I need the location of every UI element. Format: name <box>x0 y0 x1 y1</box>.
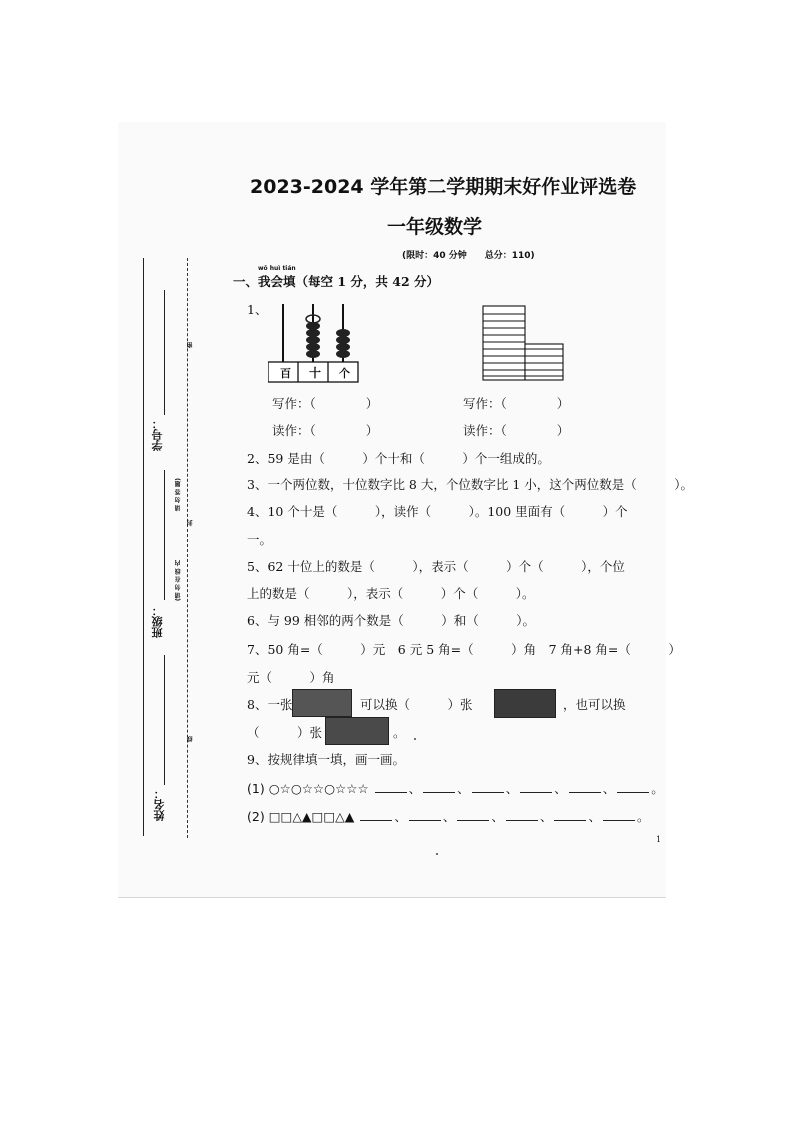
question-2: 2、59 是由（ ）个十和（ ）个一组成的。 <box>247 451 550 466</box>
abacus-label-hundreds: 百 <box>280 367 291 380</box>
class-label: 班级： <box>151 605 164 638</box>
question-8-suffix: ，也可以换 <box>563 697 626 712</box>
q1-write-right[interactable]: 写作：（ ） <box>463 396 570 411</box>
question-8-prefix: 8、一张 <box>247 697 293 712</box>
student-id-blank[interactable] <box>164 290 165 415</box>
q9-2-blank-6[interactable] <box>603 809 635 821</box>
name-blank[interactable] <box>164 655 165 785</box>
counting-strips-figure <box>481 304 567 384</box>
q9-part-1: (1) ○☆○☆☆○☆☆☆ 、 、 、 、 、 。 <box>247 781 664 796</box>
q9-part-1-label: (1) <box>247 781 265 796</box>
exam-timing: (限时：40 分钟 总分：110) <box>402 251 535 261</box>
question-8-middle: 可以换（ ）张 <box>360 697 473 712</box>
q9-2-blank-5[interactable] <box>554 809 586 821</box>
question-3: 3、一个两位数，十位数字比 8 大，个位数字比 1 小，这个两位数是（ ）。 <box>247 477 694 492</box>
question-7-line-1: 7、50 角=（ ）元 6 元 5 角=（ ）角 7 角+8 角=（ ） <box>247 642 681 657</box>
class-blank[interactable] <box>164 470 165 600</box>
q9-1-blank-5[interactable] <box>569 781 601 793</box>
q9-part-2-label: (2) <box>247 809 265 824</box>
margin-solid-line <box>143 258 144 836</box>
question-5-line-1: 5、62 十位上的数是（ ），表示（ ）个（ ），个位 <box>247 559 625 574</box>
seal-mark-feng: 封 <box>187 520 194 526</box>
q9-2-blank-3[interactable] <box>457 809 489 821</box>
page-number: 1 <box>656 835 662 844</box>
section-pinyin: wǒ huì tián <box>258 265 296 272</box>
banknote-image-2 <box>494 689 556 718</box>
name-label: 姓名： <box>153 788 166 821</box>
q9-part-1-sequence: ○☆○☆☆○☆☆☆ <box>268 781 369 796</box>
question-9: 9、按规律填一填，画一画。 <box>247 752 405 767</box>
q1-number: 1、 <box>247 302 268 317</box>
question-6: 6、与 99 相邻的两个数是（ ）和（ ）。 <box>247 613 536 628</box>
question-7-line-2: 元（ ）角 <box>247 670 335 685</box>
question-8-line-2: （ ）张 <box>247 725 323 740</box>
exam-title: 2023-2024 学年第二学期期末好作业评选卷 <box>250 176 637 198</box>
scan-speck <box>436 853 438 855</box>
q9-part-2: (2) □□△▲□□△▲ 、 、 、 、 、 。 <box>247 809 650 824</box>
q1-write-left[interactable]: 写作：（ ） <box>272 396 379 411</box>
q9-1-blank-2[interactable] <box>423 781 455 793</box>
banknote-image-1 <box>292 689 352 717</box>
question-4-line-2: 一。 <box>247 532 273 547</box>
q9-1-blank-3[interactable] <box>472 781 504 793</box>
q9-1-blank-1[interactable] <box>375 781 407 793</box>
seal-mark-xian: 线 <box>187 736 194 742</box>
q9-2-blank-1[interactable] <box>360 809 392 821</box>
q1-read-right[interactable]: 读作：（ ） <box>463 423 570 438</box>
abacus-label-tens: 十 <box>309 366 322 380</box>
seal-mark-mi: 密 <box>187 342 194 348</box>
q9-1-blank-4[interactable] <box>520 781 552 793</box>
q9-2-blank-2[interactable] <box>409 809 441 821</box>
sheet-bottom-edge <box>118 897 666 898</box>
seal-instruction-2: 请 勿 答 题) <box>175 478 182 512</box>
question-8-end: 。 <box>393 725 406 740</box>
question-4-line-1: 4、10 个十是（ ），读作（ ）。100 里面有（ ）个 <box>247 504 628 519</box>
student-id-label: 学号： <box>151 418 164 451</box>
q1-read-left[interactable]: 读作：（ ） <box>272 423 379 438</box>
question-5-line-2: 上的数是（ ），表示（ ）个（ ）。 <box>247 586 535 601</box>
exam-subtitle: 一年级数学 <box>387 216 483 238</box>
section-1-title: 一、我会填（每空 1 分，共 42 分） <box>233 274 440 289</box>
q9-1-blank-6[interactable] <box>617 781 649 793</box>
banknote-image-3 <box>325 717 389 745</box>
q9-part-2-sequence: □□△▲□□△▲ <box>268 809 355 824</box>
abacus-label-ones: 个 <box>339 367 350 380</box>
q9-2-blank-4[interactable] <box>506 809 538 821</box>
seal-instruction-1: (请 勿 在 线 内 <box>175 560 182 602</box>
scan-speck <box>414 738 416 740</box>
